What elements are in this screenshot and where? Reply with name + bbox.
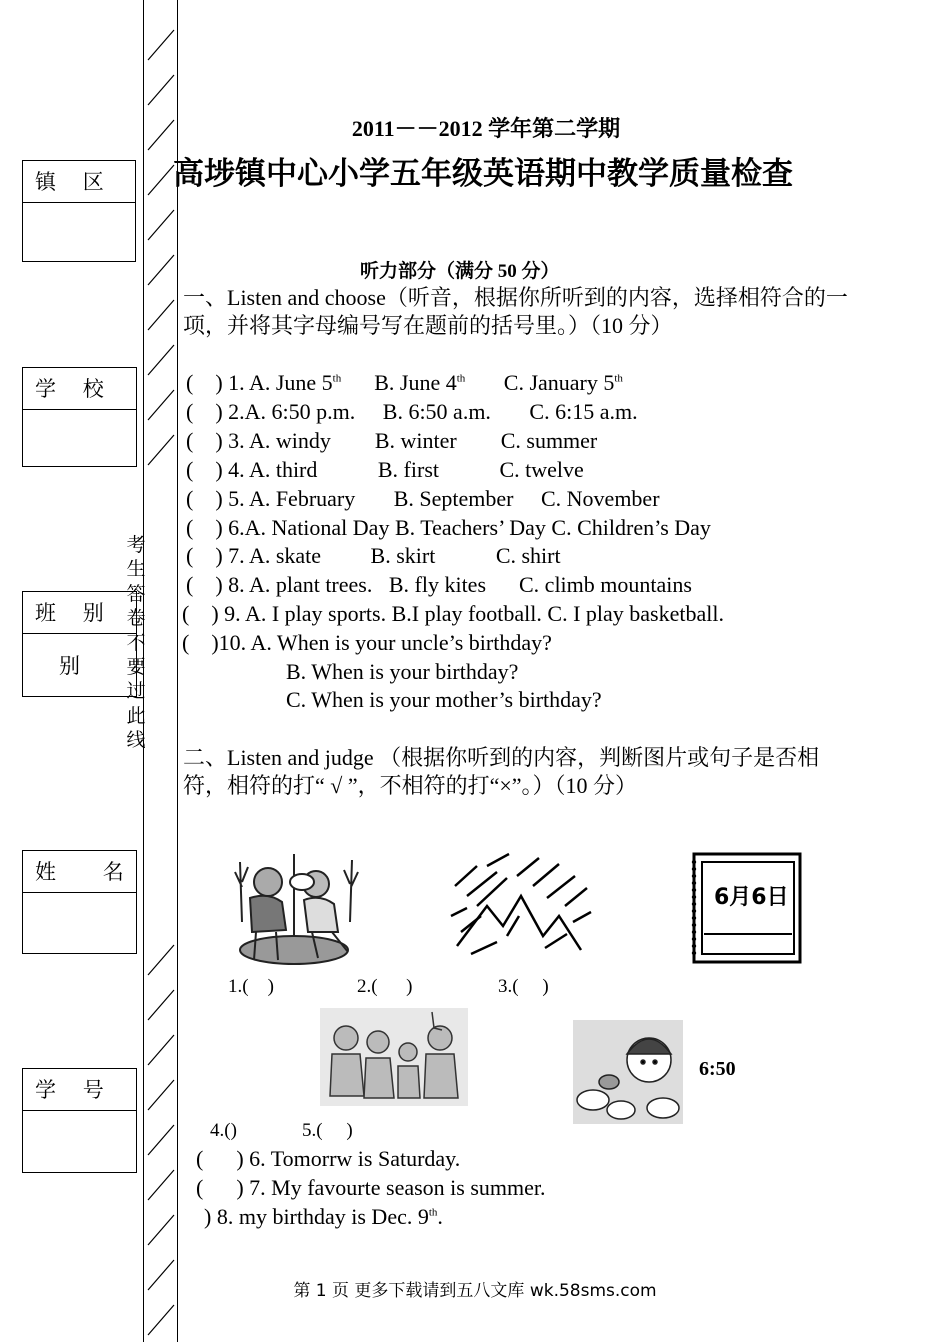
s8-text: ) 8. my birthday is Dec. 9 [204, 1204, 429, 1229]
question-4: ( ) 4. A. third B. first C. twelve [186, 457, 584, 482]
judge-label-3: 3.( ) [498, 976, 549, 997]
question-3: ( ) 3. A. windy B. winter C. summer [186, 428, 598, 453]
breakfast-picture [573, 1020, 683, 1124]
seal-char: 要 [126, 656, 146, 679]
q1-text-a: ( ) 1. A. June 5 [186, 370, 333, 395]
seal-char: 此 [126, 704, 146, 727]
seal-line-notice [125, 533, 147, 753]
part1-instruction: 一、Listen and choose（听音，根据你所听到的内容，选择相符合的一项，并将其字母编号写在题前的括号里。）（10 分） [183, 285, 848, 338]
question-9: ( ) 9. A. I play sports. B.I play football. C. I play basketball. [182, 601, 724, 626]
town-box [22, 160, 136, 262]
school-label: 学 校 [23, 368, 136, 410]
town-label: 镇 区 [23, 161, 135, 203]
class-label: 班 别 [23, 592, 136, 634]
number-label: 学 号 [23, 1069, 136, 1111]
binding-line-right [177, 0, 178, 1342]
listening-heading: 听力部分（满分 50 分） [360, 261, 560, 282]
seal-char: 不 [126, 631, 146, 654]
judge-label-5: 5.( ) [302, 1120, 353, 1141]
school-box [22, 367, 137, 467]
windy-weather-picture [447, 846, 595, 964]
question-7: ( ) 7. A. skate B. skirt C. shirt [186, 543, 561, 568]
judge-label-2: 2.( ) [357, 976, 413, 997]
seal-char: 线 [126, 729, 146, 752]
page-footer: 第 1 页 更多下载请到五八文库 wk.58sms.com [293, 1281, 657, 1301]
question-2: ( ) 2.A. 6:50 p.m. B. 6:50 a.m. C. 6:15 a.m. [186, 399, 638, 424]
seal-char: 卷 [126, 607, 146, 630]
judge-label-4: 4.() [210, 1120, 237, 1141]
judge-sentence-6: ( ) 6. Tomorrw is Saturday. [196, 1146, 461, 1171]
seal-char: 生 [126, 558, 146, 581]
question-10-option-b: B. When is your birthday? [286, 659, 519, 684]
calendar-picture [688, 852, 804, 964]
question-1 [186, 370, 623, 396]
planting-tree-picture [220, 852, 366, 970]
q1-sup-a: th [332, 372, 342, 385]
time-label: 6:50 [699, 1058, 736, 1080]
s8-sup: th [428, 1206, 438, 1219]
question-5: ( ) 5. A. February B. September C. November [186, 486, 660, 511]
term-title: 2011－－2012 学年第二学期 [351, 116, 621, 141]
seal-char: 答 [126, 582, 146, 605]
question-8: ( ) 8. A. plant trees. B. fly kites C. climb mountains [186, 572, 692, 597]
q1-sup-c: th [614, 372, 623, 385]
judge-label-1: 1.( ) [228, 976, 274, 997]
binding-slashes [144, 0, 177, 1342]
calendar-date-text: 6月6日 [714, 885, 789, 910]
q1-text-b: B. June 4 [341, 370, 457, 395]
judge-sentence-7: ( ) 7. My favourte season is summer. [196, 1175, 546, 1200]
judge-sentence-8 [204, 1204, 443, 1230]
q1-text-c: C. January 5 [465, 370, 615, 395]
question-10: ( )10. A. When is your uncle’s birthday? [182, 630, 552, 655]
number-box [22, 1068, 137, 1173]
q1-sup-b: th [456, 372, 466, 385]
class-box [22, 591, 137, 697]
name-label: 姓 名 [23, 851, 136, 893]
seal-char: 考 [126, 534, 146, 556]
seal-char: 过 [126, 680, 146, 703]
part2-instruction: 二、Listen and judge （根据你听到的内容，判断图片或句子是否相符，相符的打“ √ ”，不相符的打“×”。）（10 分） [183, 745, 820, 798]
question-6: ( ) 6.A. National Day B. Teachers’ Day C. Children’s Day [186, 515, 711, 540]
question-10-option-c: C. When is your mother’s birthday? [286, 687, 602, 712]
family-picture [320, 1008, 468, 1106]
name-box [22, 850, 137, 954]
class-sub-label: 别 [59, 654, 80, 678]
s8-end: . [437, 1204, 443, 1229]
exam-title: 高埗镇中心小学五年级英语期中教学质量检查 [173, 156, 793, 192]
